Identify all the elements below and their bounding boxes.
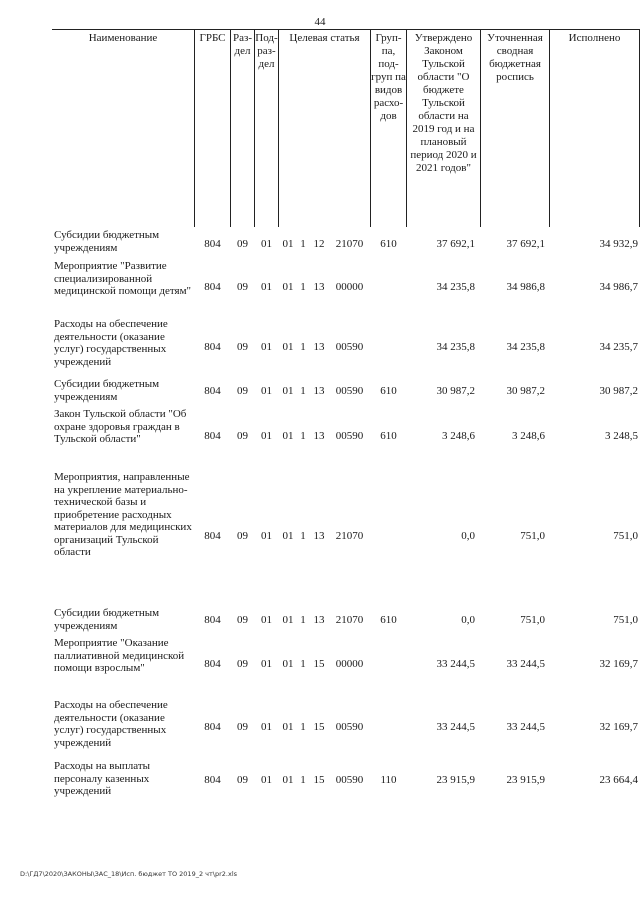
row-target-1: 01 [282,385,294,397]
row-target-3: 15 [313,658,325,670]
row-name: Субсидии бюджетным учреждениям [54,229,160,254]
row-target-1: 01 [282,530,294,542]
row-target-1: 01 [282,238,294,250]
row-podrazdel: 01 [261,385,272,397]
row-podrazdel: 01 [261,430,272,442]
row-executed: 34 986,7 [599,281,638,293]
row-target-4: 00000 [335,281,364,293]
row-revised: 30 987,2 [506,385,545,397]
header-grbs: ГРБС [199,32,226,44]
file-path-footer: D:\ГД7\2020\ЗАКОНЫ\ЗАС_18\Исп. бюджет ТО 2019_2 чт\pr2.xls [20,870,238,878]
row-target-4: 21070 [335,614,364,626]
row-target-4: 21070 [335,530,364,542]
header-top-border [52,29,640,30]
row-executed: 34 235,7 [599,341,638,353]
row-podrazdel: 01 [261,281,272,293]
row-grbs: 804 [204,530,221,542]
row-grbs: 804 [204,341,221,353]
row-target-2: 1 [300,430,306,442]
row-target-1: 01 [282,614,294,626]
row-grbs: 804 [204,614,221,626]
row-executed: 751,0 [613,614,638,626]
row-target-2: 1 [300,530,306,542]
row-target-3: 13 [313,530,325,542]
row-executed: 23 664,4 [599,774,638,786]
row-target-4: 00000 [335,658,364,670]
row-executed: 32 169,7 [599,658,638,670]
row-grbs: 804 [204,658,221,670]
row-target-3: 13 [313,281,325,293]
header-divider [230,29,231,227]
row-executed: 751,0 [613,530,638,542]
row-target-2: 1 [300,281,306,293]
row-podrazdel: 01 [261,341,272,353]
row-target-2: 1 [300,774,306,786]
row-razdel: 09 [237,341,248,353]
row-approved: 34 235,8 [436,341,475,353]
header-group: Груп-па, под-груп па видов расхо-дов [371,32,406,122]
row-target-2: 1 [300,341,306,353]
row-razdel: 09 [237,614,248,626]
row-grbs: 804 [204,721,221,733]
row-group: 610 [380,385,397,397]
row-target-2: 1 [300,658,306,670]
row-approved: 0,0 [461,530,475,542]
row-target-4: 00590 [335,430,364,442]
header-divider [549,29,550,227]
row-target-3: 13 [313,430,325,442]
header-podrazdel: Под-раз-дел [255,32,278,70]
row-approved: 37 692,1 [436,238,475,250]
row-revised: 23 915,9 [506,774,545,786]
row-group: 610 [380,238,397,250]
row-name: Субсидии бюджетным учреждениям [54,607,160,632]
row-group: 610 [380,430,397,442]
row-target-2: 1 [300,385,306,397]
header-name: Наименование [88,32,158,44]
row-target-1: 01 [282,658,294,670]
row-target-1: 01 [282,721,294,733]
row-razdel: 09 [237,658,248,670]
row-grbs: 804 [204,238,221,250]
row-podrazdel: 01 [261,614,272,626]
row-name: Мероприятие "Оказание паллиативной медицинской помощи взрослым" [54,637,185,674]
header-razdel: Раз-дел [232,32,252,57]
row-approved: 33 244,5 [436,658,475,670]
row-name: Мероприятия, направленные на укрепление материально-технической базы и приобретение расходных материалов для медицинских организаций Тульской области [54,471,192,558]
row-target-4: 00590 [335,341,364,353]
row-target-3: 12 [313,238,325,250]
header-divider [194,29,195,227]
row-target-1: 01 [282,774,294,786]
row-razdel: 09 [237,530,248,542]
row-target-3: 15 [313,774,325,786]
row-name: Расходы на выплаты персоналу казенных учреждений [54,760,151,797]
row-executed: 34 932,9 [599,238,638,250]
row-target-4: 00590 [335,385,364,397]
row-razdel: 09 [237,385,248,397]
header-target: Целевая статья [289,32,360,44]
row-target-4: 21070 [335,238,364,250]
row-razdel: 09 [237,238,248,250]
row-revised: 751,0 [520,614,545,626]
header-executed: Исполнено [568,32,621,44]
row-target-1: 01 [282,281,294,293]
row-podrazdel: 01 [261,774,272,786]
row-revised: 37 692,1 [506,238,545,250]
row-approved: 33 244,5 [436,721,475,733]
row-revised: 3 248,6 [512,430,545,442]
row-name: Закон Тульской области "Об охране здоровья граждан в Тульской области" [54,408,187,445]
row-grbs: 804 [204,385,221,397]
row-razdel: 09 [237,281,248,293]
row-name: Расходы на обеспечение деятельности (оказание услуг) государственных учреждений [54,318,168,368]
row-revised: 33 244,5 [506,721,545,733]
row-razdel: 09 [237,430,248,442]
row-grbs: 804 [204,281,221,293]
row-approved: 34 235,8 [436,281,475,293]
row-target-1: 01 [282,341,294,353]
row-target-2: 1 [300,614,306,626]
row-executed: 32 169,7 [599,721,638,733]
table-header [52,29,640,227]
row-podrazdel: 01 [261,530,272,542]
row-target-4: 00590 [335,721,364,733]
row-name: Субсидии бюджетным учреждениям [54,378,160,403]
row-podrazdel: 01 [261,658,272,670]
row-target-3: 13 [313,614,325,626]
row-approved: 23 915,9 [436,774,475,786]
header-approved: Утверждено Законом Тульской области "О бюджете Тульской области на 2019 год и на плановый период 2020 и 2021 годов" [410,32,477,174]
row-podrazdel: 01 [261,238,272,250]
row-approved: 30 987,2 [436,385,475,397]
row-target-2: 1 [300,238,306,250]
row-executed: 3 248,5 [605,430,638,442]
row-target-2: 1 [300,721,306,733]
row-target-1: 01 [282,430,294,442]
row-revised: 751,0 [520,530,545,542]
row-target-3: 15 [313,721,325,733]
row-name: Расходы на обеспечение деятельности (оказание услуг) государственных учреждений [54,699,168,749]
row-executed: 30 987,2 [599,385,638,397]
row-revised: 34 235,8 [506,341,545,353]
row-razdel: 09 [237,774,248,786]
row-approved: 3 248,6 [442,430,475,442]
page-number: 44 [314,16,326,28]
row-target-3: 13 [313,385,325,397]
row-podrazdel: 01 [261,721,272,733]
header-divider [278,29,279,227]
row-grbs: 804 [204,430,221,442]
row-group: 110 [380,774,397,786]
row-target-4: 00590 [335,774,364,786]
row-group: 610 [380,614,397,626]
row-grbs: 804 [204,774,221,786]
row-revised: 34 986,8 [506,281,545,293]
row-approved: 0,0 [461,614,475,626]
header-revised: Уточненная сводная бюджетная роспись [487,32,543,83]
row-revised: 33 244,5 [506,658,545,670]
row-razdel: 09 [237,721,248,733]
row-target-3: 13 [313,341,325,353]
row-name: Мероприятие "Развитие специализированной медицинской помощи детям" [54,260,192,297]
